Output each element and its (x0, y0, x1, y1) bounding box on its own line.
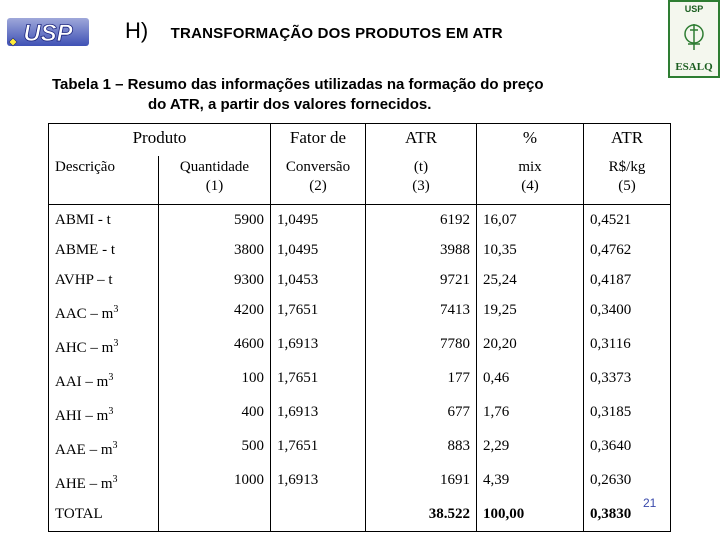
header-row-2 (49, 156, 671, 205)
quantidade-index: (1) (205, 178, 224, 194)
header-atr: ATR (366, 124, 477, 157)
cell-atr: 3988 (366, 235, 477, 265)
cell-rs: 0,4762 (584, 235, 671, 265)
cell-desc (49, 363, 159, 397)
unit-superscript: 3 (112, 474, 118, 485)
cell-qty: 4600 (159, 329, 271, 363)
total-atr: 38.522 (366, 499, 477, 532)
header-produto: Produto (132, 128, 187, 147)
cell-atr: 883 (366, 431, 477, 465)
total-qty-empty (159, 499, 271, 532)
header-quantidade (159, 156, 271, 205)
unit-superscript: 3 (108, 406, 114, 417)
cell-desc (49, 329, 159, 363)
cell-mix: 2,29 (477, 431, 584, 465)
table-row (49, 397, 671, 431)
cell-mix: 20,20 (477, 329, 584, 363)
cell-desc: AVHP – t (55, 272, 113, 288)
usp-logo (5, 12, 91, 52)
svg-text:USP: USP (23, 20, 73, 47)
quantidade-label: Quantidade (179, 159, 250, 175)
cell-qty: 5900 (159, 205, 271, 236)
cell-fator: 1,0495 (271, 235, 366, 265)
header-mix (477, 156, 584, 205)
cell-desc (49, 431, 159, 465)
cell-qty: 400 (159, 397, 271, 431)
cell-fator: 1,7651 (271, 431, 366, 465)
cell-mix: 16,07 (477, 205, 584, 236)
cell-rs: 0,3185 (584, 397, 671, 431)
table-row (49, 465, 671, 499)
desc-text: AHC – m (55, 340, 114, 356)
cell-rs: 0,3116 (584, 329, 671, 363)
header-t (366, 156, 477, 205)
cell-atr: 6192 (366, 205, 477, 236)
t-index: (3) (412, 178, 430, 194)
cell-desc (49, 465, 159, 499)
svg-text:USP: USP (684, 4, 704, 14)
cell-fator: 1,6913 (271, 329, 366, 363)
cell-qty: 4200 (159, 295, 271, 329)
table-row (49, 431, 671, 465)
cell-desc: ABME - t (55, 242, 115, 258)
mix-label: mix (518, 159, 542, 175)
cell-desc (49, 397, 159, 431)
desc-text: AAI – m (55, 374, 109, 390)
table-row (49, 363, 671, 397)
header-rkg (584, 156, 671, 205)
table-caption (52, 75, 672, 115)
header-row-1 (49, 124, 671, 157)
unit-superscript: 3 (112, 440, 118, 451)
cell-qty: 1000 (159, 465, 271, 499)
cell-mix: 19,25 (477, 295, 584, 329)
cell-atr: 1691 (366, 465, 477, 499)
total-mix: 100,00 (477, 499, 584, 532)
cell-fator: 1,0453 (271, 265, 366, 295)
total-row (49, 499, 671, 532)
cell-qty: 500 (159, 431, 271, 465)
cell-atr: 7780 (366, 329, 477, 363)
table-row (49, 205, 671, 236)
cell-desc (49, 295, 159, 329)
header-atr2: ATR (584, 124, 671, 157)
cell-mix: 10,35 (477, 235, 584, 265)
desc-text: AAC – m (55, 306, 114, 322)
cell-fator: 1,6913 (271, 465, 366, 499)
cell-mix: 1,76 (477, 397, 584, 431)
header-fator: Fator de (271, 124, 366, 157)
cell-rs: 0,3640 (584, 431, 671, 465)
atr-summary-table (48, 123, 671, 532)
cell-desc: ABMI - t (55, 212, 111, 228)
desc-text: AAE – m (55, 442, 113, 458)
cell-mix: 0,46 (477, 363, 584, 397)
cell-atr: 7413 (366, 295, 477, 329)
cell-rs: 0,4521 (584, 205, 671, 236)
total-label: TOTAL (55, 506, 103, 522)
t-label: (t) (413, 159, 429, 175)
header-descricao: Descrição (55, 159, 115, 175)
cell-qty: 100 (159, 363, 271, 397)
cell-fator: 1,0495 (271, 205, 366, 236)
cell-mix: 4,39 (477, 465, 584, 499)
cell-atr: 177 (366, 363, 477, 397)
cell-qty: 3800 (159, 235, 271, 265)
total-fator-empty (271, 499, 366, 532)
cell-rs: 0,3400 (584, 295, 671, 329)
cell-rs: 0,3373 (584, 363, 671, 397)
unit-superscript: 3 (108, 372, 114, 383)
cell-qty: 9300 (159, 265, 271, 295)
unit-superscript: 3 (113, 304, 119, 315)
conversao-label: Conversão (285, 159, 351, 175)
table-row (49, 329, 671, 363)
slide-heading (125, 18, 503, 44)
cell-mix: 25,24 (477, 265, 584, 295)
header-pct: % (477, 124, 584, 157)
cell-fator: 1,6913 (271, 397, 366, 431)
unit-superscript: 3 (113, 338, 119, 349)
table-row (49, 295, 671, 329)
esalq-logo (668, 0, 720, 78)
section-letter: H) (125, 18, 149, 43)
desc-text: AHE – m (55, 476, 113, 492)
cell-rs: 0,2630 (584, 465, 671, 499)
cell-atr: 677 (366, 397, 477, 431)
svg-text:ESALQ: ESALQ (675, 61, 713, 73)
conversao-index: (2) (309, 178, 327, 194)
rkg-label: R$/kg (608, 159, 646, 175)
table-row (49, 265, 671, 295)
page-number: 21 (643, 496, 657, 510)
caption-line-2: do ATR, a partir dos valores fornecidos. (148, 96, 432, 113)
cell-fator: 1,7651 (271, 363, 366, 397)
caption-line-1: Tabela 1 – Resumo das informações utilizadas na formação do preço (52, 76, 544, 93)
desc-text: AHI – m (55, 408, 109, 424)
header-conversao (271, 156, 366, 205)
total-rs: 0,3830 (584, 499, 671, 532)
cell-fator: 1,7651 (271, 295, 366, 329)
section-title: TRANSFORMAÇÃO DOS PRODUTOS EM ATR (170, 25, 503, 42)
cell-atr: 9721 (366, 265, 477, 295)
mix-index: (4) (521, 178, 539, 194)
rkg-index: (5) (618, 178, 636, 194)
cell-rs: 0,4187 (584, 265, 671, 295)
table-row (49, 235, 671, 265)
